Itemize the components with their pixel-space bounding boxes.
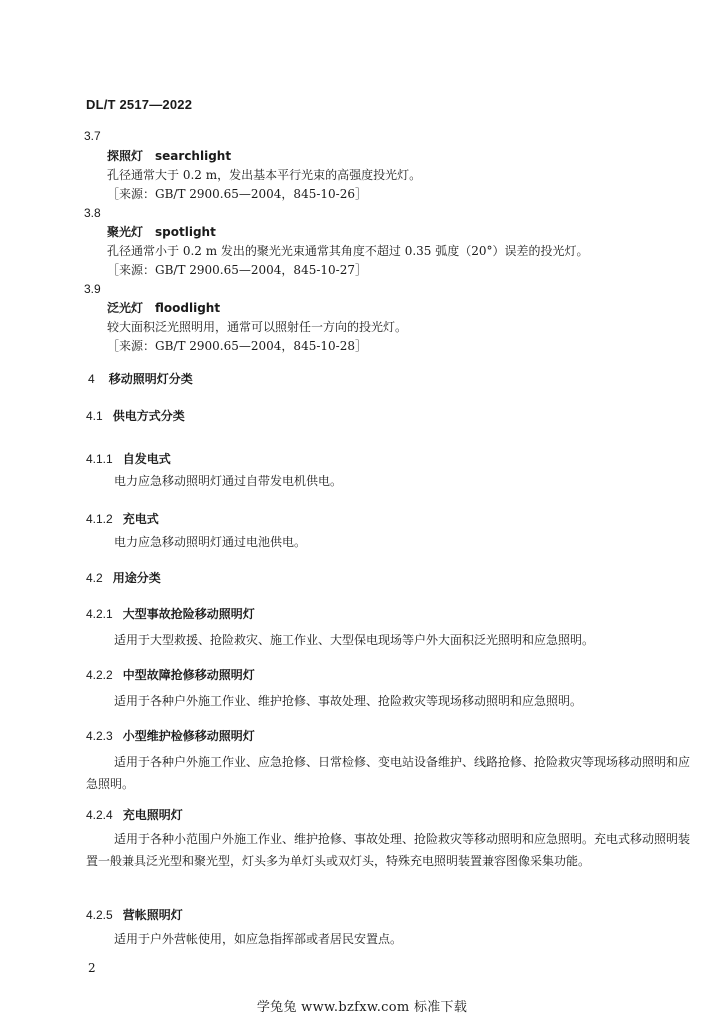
section-title: 中型故障抢修移动照明灯 <box>122 668 255 682</box>
term-name <box>107 147 231 164</box>
section-title: 大型事故抢险移动照明灯 <box>122 607 255 621</box>
section-number: 4.2.1 <box>86 607 113 621</box>
term-definition: 孔径通常大于 0.2 m，发出基本平行光束的高强度投光灯。 <box>107 168 422 182</box>
section-heading-4-2 <box>86 569 161 586</box>
section-heading-4-2-2 <box>86 666 255 683</box>
section-title: 供电方式分类 <box>112 409 185 423</box>
section-number: 4.1 <box>86 409 103 423</box>
section-heading-4-2-4 <box>86 806 183 823</box>
section-heading-4 <box>88 370 193 387</box>
paragraph: 电力应急移动照明灯通过电池供电。 <box>114 535 307 549</box>
term-number: 3.9 <box>84 282 101 296</box>
section-number: 4.2.3 <box>86 729 113 743</box>
section-number: 4.2.4 <box>86 808 113 822</box>
section-heading-4-2-1 <box>86 605 255 622</box>
term-name-en: searchlight <box>155 149 232 163</box>
term-definition: 较大面积泛光照明用，通常可以照射任一方向的投光灯。 <box>107 320 408 334</box>
section-heading-4-2-3 <box>86 727 255 744</box>
term-name-en: spotlight <box>155 225 216 239</box>
section-title: 充电照明灯 <box>122 808 183 822</box>
paragraph: 适用于各种户外施工作业、维护抢修、事故处理、抢险救灾等现场移动照明和应急照明。 <box>114 694 583 708</box>
term-definition: 孔径通常小于 0.2 m 发出的聚光光束通常其角度不超过 0.35 弧度（20°）误差的投光灯。 <box>107 244 589 258</box>
page-number: 2 <box>88 961 96 975</box>
section-number: 4.1.1 <box>86 452 113 466</box>
paragraph: 适用于各种小范围户外施工作业、维护抢修、事故处理、抢险救灾等移动照明和应急照明。充电式移动照明装置一般兼具泛光型和聚光型，灯头多为单灯头或双灯头，特殊充电照明装置兼容图像采集功能。 <box>86 832 691 868</box>
section-title: 小型维护检修移动照明灯 <box>122 729 255 743</box>
section-heading-4-2-5 <box>86 906 183 923</box>
section-number: 4 <box>88 372 95 386</box>
section-title: 充电式 <box>122 512 159 526</box>
term-number: 3.7 <box>84 129 101 143</box>
section-number: 4.2.5 <box>86 908 113 922</box>
paragraph: 适用于户外营帐使用，如应急指挥部或者居民安置点。 <box>114 932 403 946</box>
section-title: 自发电式 <box>122 452 171 466</box>
paragraph: 适用于各种户外施工作业、应急抢修、日常检修、变电站设备维护、线路抢修、抢险救灾等现场移动照明和应急照明。 <box>86 755 691 791</box>
footer-watermark: 学兔兔 www.bzfxw.com 标准下载 <box>256 1000 468 1015</box>
term-source: ［来源：GB/T 2900.65—2004，845-10-27］ <box>107 263 367 277</box>
term-number: 3.8 <box>84 206 101 220</box>
term-name <box>107 299 220 316</box>
paragraph: 电力应急移动照明灯通过自带发电机供电。 <box>114 474 343 488</box>
section-number: 4.1.2 <box>86 512 113 526</box>
term-name <box>107 223 216 240</box>
section-number: 4.2.2 <box>86 668 113 682</box>
term-name-cn: 聚光灯 <box>107 225 144 239</box>
term-name-cn: 探照灯 <box>107 149 144 163</box>
section-heading-4-1-2 <box>86 510 159 527</box>
section-title: 营帐照明灯 <box>122 908 183 922</box>
term-name-en: floodlight <box>155 301 221 315</box>
section-heading-4-1-1 <box>86 450 171 467</box>
section-title: 用途分类 <box>112 571 161 585</box>
standard-id-header: DL/T 2517—2022 <box>86 97 193 112</box>
section-number: 4.2 <box>86 571 103 585</box>
term-source: ［来源：GB/T 2900.65—2004，845-10-26］ <box>107 187 367 201</box>
term-source: ［来源：GB/T 2900.65—2004，845-10-28］ <box>107 339 367 353</box>
section-title: 移动照明灯分类 <box>108 372 193 386</box>
paragraph: 适用于大型救援、抢险救灾、施工作业、大型保电现场等户外大面积泛光照明和应急照明。 <box>114 633 595 647</box>
section-heading-4-1 <box>86 407 185 424</box>
term-name-cn: 泛光灯 <box>107 301 144 315</box>
